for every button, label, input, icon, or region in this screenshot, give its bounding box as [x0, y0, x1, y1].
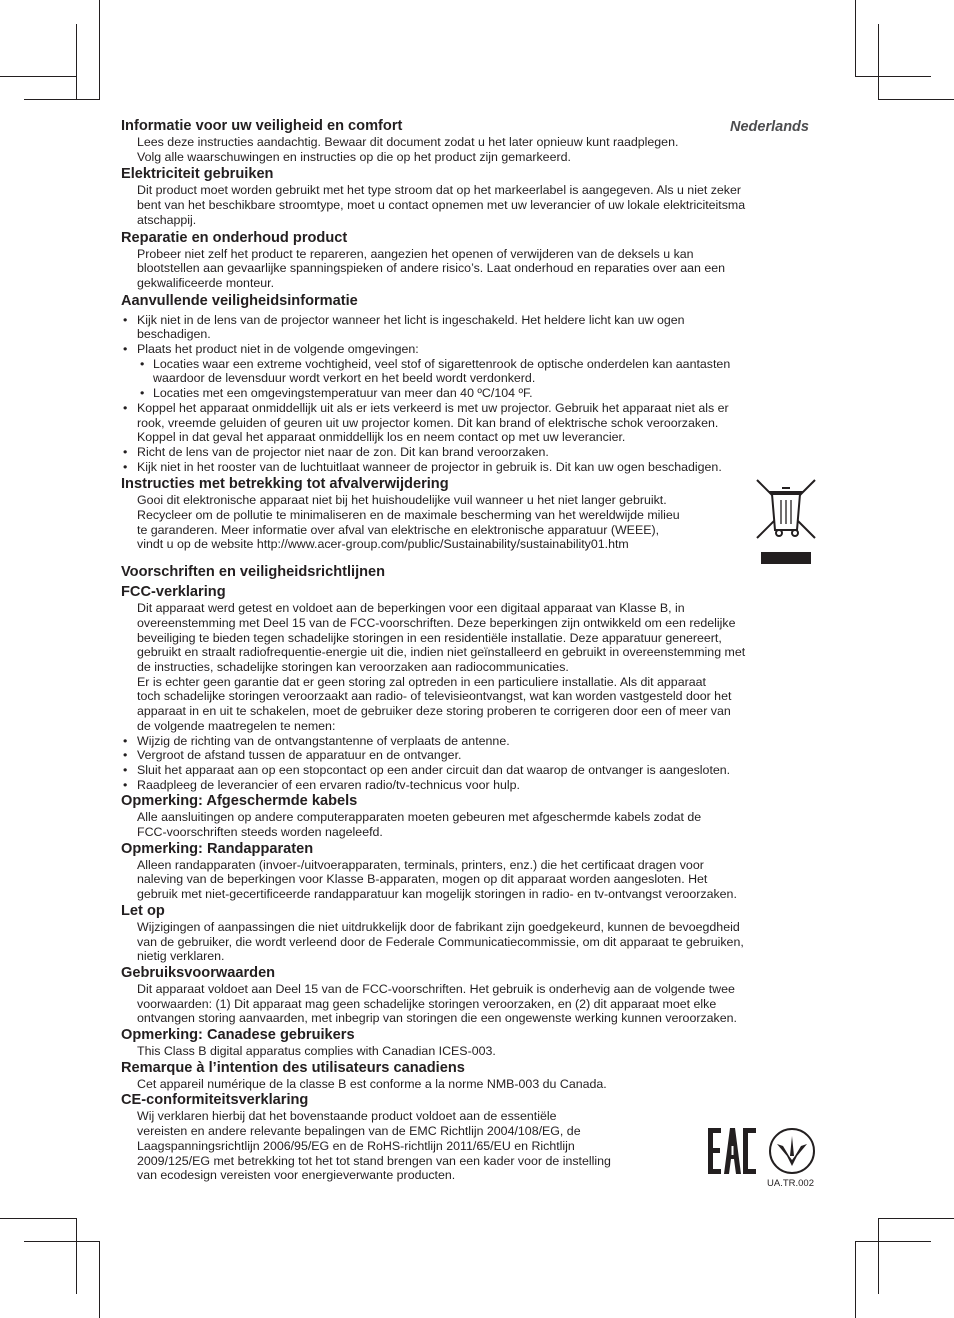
- text-line: de instructies, schadelijke storingen kan veroorzaken aan radiocommunicaties.: [137, 659, 569, 674]
- text-line: • Kijk niet in de lens van de projector wanneer het licht is ingeschakeld. Het heldere licht kan uw ogen: [137, 312, 685, 327]
- text-line: Koppel in dat geval het apparaat onmiddellijk los en neem contact op met uw leverancier.: [137, 430, 626, 445]
- text-line: de volgende maatregelen te nemen:: [137, 718, 336, 733]
- ua-code-label: UA.TR.002: [767, 1178, 814, 1189]
- bullet-item: [121, 357, 836, 386]
- text-line: Gooi dit elektronische apparaat niet bij het huishoudelijke vuil wanneer u het niet langer gebruikt.: [137, 493, 667, 508]
- text-line: van de gebruiker, die wordt verleend door de Federale Communicatiecommissie, om dit apparaat te gebruiken,: [137, 934, 744, 949]
- text-line: ontvangen storing aanvaarden, met inbegrip van storingen die een ongewenste werking kunnen veroorzaken.: [137, 1011, 737, 1026]
- section-heading: Opmerking: Afgeschermde kabels: [121, 793, 358, 810]
- crop-mark: [878, 24, 879, 100]
- text-line: • Locaties met een omgevingstemperatuur van meer dan 40 ºC/104 ºF.: [153, 386, 533, 401]
- language-label: Nederlands: [730, 119, 809, 135]
- text-line: voorwaarden: (1) Dit apparaat mag geen schadelijke storingen veroorzaken, en (2) dit apparaat moet elke: [137, 996, 717, 1011]
- paragraph: [121, 601, 836, 733]
- crop-mark: [878, 1218, 954, 1219]
- text-line: Lees deze instructies aandachtig. Bewaar dit document zodat u het later opnieuw kunt raadplegen.: [137, 135, 679, 149]
- text-line: waardoor de levensduur wordt verkort en het beeld wordt verdonkerd.: [153, 371, 536, 386]
- text-line: • Sluit het apparaat aan op een stopcontact op een ander circuit dan dat waarop de ontvanger is aangesloten.: [137, 762, 731, 777]
- eac-mark-icon: [707, 1126, 757, 1176]
- section-heading: Let op: [121, 902, 165, 919]
- text-line: bent van het beschikbare stroomtype, moet u contact opnemen met uw leverancier of uw lokale elektriciteitsma: [137, 198, 746, 213]
- text-line: Dit apparaat voldoet aan Deel 15 van de FCC-voorschriften. Het gebruik is onderhevig aan de volgende twee: [137, 981, 735, 996]
- bullet-item: [121, 445, 836, 460]
- bullet-item: [121, 342, 836, 357]
- text-line: Probeer niet zelf het product te repareren, aangezien het openen of verwijderen van de deksels u kan: [137, 246, 694, 261]
- text-line: • Wijzig de richting van de ontvangstantenne of verplaats de antenne.: [137, 733, 510, 748]
- text-line: Er is echter geen garantie dat er geen storing zal optreden in een particuliere installatie. Als dit apparaat: [137, 674, 706, 689]
- crop-mark: [76, 1218, 77, 1294]
- section-heading: Voorschriften en veiligheidsrichtlijnen: [121, 564, 386, 581]
- section-heading: Instructies met betrekking tot afvalverwijdering: [121, 476, 449, 493]
- bullet-item: [121, 734, 836, 749]
- section-heading: Elektriciteit gebruiken: [121, 166, 274, 183]
- crop-mark: [0, 76, 76, 77]
- text-line: rook, vreemde geluiden of geuren uit uw projector komen. Dit kan brand of elektrische schok veroorzaken.: [137, 415, 719, 430]
- section-heading: Opmerking: Canadese gebruikers: [121, 1027, 355, 1044]
- text-line: Dit apparaat werd getest en voldoet aan de beperkingen voor een digitaal apparaat van Klasse B, in: [137, 601, 685, 616]
- crop-mark: [878, 1218, 879, 1294]
- crop-mark: [76, 24, 77, 100]
- text-line: toch schadelijke storingen veroorzaakt aan radio- of televisieontvangst, wat kan worden vastgesteld door het: [137, 689, 732, 704]
- text-line: beveiliging te bieden tegen schadelijke storingen in een residentiële installatie. Deze apparatuur genereert,: [137, 630, 722, 645]
- crossed-out-wheelie-bin-icon: [755, 478, 817, 566]
- text-line: vereisten en andere relevante bepalingen van de EMC Richtlijn 2004/108/EG, de: [137, 1124, 581, 1139]
- text-line: beschadigen.: [137, 327, 211, 342]
- crop-mark: [855, 1241, 856, 1318]
- paragraph: [121, 982, 836, 1026]
- section-heading: Opmerking: Randapparaten: [121, 840, 314, 857]
- text-line: Wijzigingen of aanpassingen die niet uitdrukkelijk door de fabrikant zijn goedgekeurd, kunnen de bevoegdheid: [137, 919, 740, 934]
- text-line: blootstellen aan gevaarlijke spanningspieken of andere risico’s. Laat onderhoud en reparaties over aan een: [137, 261, 726, 276]
- text-line: gebruik met niet-gecertificeerde randapparatuur kan mogelijk storingen in radio- en tv-ontvangst veroorzaken.: [137, 887, 737, 902]
- text-line: • Raadpleeg de leverancier of een ervaren radio/tv-technicus voor hulp.: [137, 777, 520, 792]
- bullet-item: [121, 460, 836, 475]
- text-line: naleving van de beperkingen voor Klasse B-apparaten, mogen op dit apparaat worden aangesloten. Het: [137, 872, 708, 887]
- paragraph: [121, 810, 836, 839]
- paragraph: [121, 1077, 836, 1092]
- text-line: • Kijk niet in het rooster van de luchtuitlaat wanneer de projector in gebruik is. Dit kan uw ogen beschadigen.: [137, 459, 722, 474]
- text-line: FCC-voorschriften steeds worden nageleefd.: [137, 825, 383, 840]
- bullet-item: [121, 778, 836, 793]
- crop-mark: [855, 76, 931, 77]
- text-line: apparaat in en uit te schakelen, moet de gebruiker deze storing proberen te corrigeren door een of meer van: [137, 704, 731, 719]
- crop-mark: [99, 1241, 100, 1318]
- text-line: gekwalificeerde monteur.: [137, 275, 275, 290]
- section-heading: Remarque à l’intention des utilisateurs canadiens: [121, 1059, 465, 1076]
- crop-mark: [0, 1218, 76, 1219]
- text-line: • Locaties waar een extreme vochtigheid, veel stof of sigarettenrook de optische onderdelen kan aantasten: [153, 356, 731, 371]
- crop-mark: [855, 0, 856, 76]
- text-line: van ecodesign vereisten voor energieverwante producten.: [137, 1168, 456, 1183]
- paragraph: [121, 183, 836, 227]
- text-line: Volg alle waarschuwingen en instructies op die op het product zijn gemarkeerd.: [137, 149, 571, 164]
- document-body: [121, 117, 836, 1183]
- text-line: Wij verklaren hierbij dat het bovenstaande product voldoet aan de essentiële: [137, 1109, 557, 1124]
- crop-mark: [99, 0, 100, 100]
- text-line: Alle aansluitingen op andere computerapparaten moeten gebeuren met afgeschermde kabels zodat de: [137, 810, 702, 825]
- text-line: Dit product moet worden gebruikt met het type stroom dat op het markeerlabel is aangegeven. Als u niet zeker: [137, 183, 742, 198]
- paragraph: [121, 493, 836, 552]
- section-heading: FCC-verklaring: [121, 584, 226, 601]
- bullet-item: [121, 386, 836, 401]
- paragraph: [121, 247, 836, 291]
- paragraph: [121, 920, 836, 964]
- section-heading: Aanvullende veiligheidsinformatie: [121, 292, 358, 309]
- text-line: vindt u op de website http://www.acer-group.com/public/Sustainability/sustainability01.htm: [137, 537, 629, 552]
- crop-mark: [24, 99, 100, 100]
- section-heading: Gebruiksvoorwaarden: [121, 964, 276, 981]
- bullet-item: [121, 763, 836, 778]
- text-line: 2009/125/EG met betrekking tot het tot stand brengen van een kader voor de instelling: [137, 1153, 611, 1168]
- text-line: gebruikt en straalt radiofrequentie-energie uit die, indien niet geïnstalleerd en gebruikt in overeenstemming met: [137, 645, 746, 660]
- text-line: Laagspanningsrichtlijn 2006/95/EG en de RoHS-richtlijn 2011/65/EU en Richtlijn: [137, 1138, 575, 1153]
- text-line: nietig verklaren.: [137, 949, 225, 964]
- crop-mark: [878, 99, 954, 100]
- crop-mark: [855, 1241, 931, 1242]
- text-line: te garanderen. Meer informatie over afval van elektrische en elektronische apparatuur (WEEE),: [137, 522, 660, 537]
- section-heading: Reparatie en onderhoud product: [121, 229, 348, 246]
- text-line: Cet appareil numérique de la classe B est conforme a la norme NMB-003 du Canada.: [137, 1076, 607, 1091]
- bullet-item: [121, 313, 836, 342]
- bullet-item: [121, 748, 836, 763]
- text-line: This Class B digital apparatus complies with Canadian ICES-003.: [137, 1044, 496, 1059]
- text-line: • Richt de lens van de projector niet naar de zon. Dit kan brand veroorzaken.: [137, 444, 549, 459]
- paragraph: [121, 135, 836, 164]
- text-line: overeenstemming met Deel 15 van de FCC-voorschriften. Deze beperkingen zijn ontwikkeld om een redelijke: [137, 615, 736, 630]
- text-line: atschappij.: [137, 212, 197, 227]
- bullet-item: [121, 401, 836, 445]
- text-line: Alleen randapparaten (invoer-/uitvoerapparaten, terminals, printers, enz.) die het certificaat dragen voor: [137, 857, 704, 872]
- text-line: Recycleer om de pollutie te minimaliseren en de maximale bescherming van het wereldwijde milieu: [137, 508, 680, 523]
- text-line: • Koppel het apparaat onmiddellijk uit als er iets verkeerd is met uw projector. Gebruik het apparaat niet als er: [137, 400, 729, 415]
- text-line: • Vergroot de afstand tussen de apparatuur en de ontvanger.: [137, 748, 462, 763]
- text-line: • Plaats het product niet in de volgende omgevingen:: [137, 342, 419, 357]
- paragraph: [121, 1044, 836, 1059]
- ukrainian-conformity-mark-icon: [767, 1126, 819, 1176]
- crop-mark: [24, 1241, 100, 1242]
- section-heading: CE-conformiteitsverklaring: [121, 1092, 309, 1109]
- section-heading: Informatie voor uw veiligheid en comfort: [121, 118, 403, 134]
- paragraph: [121, 858, 836, 902]
